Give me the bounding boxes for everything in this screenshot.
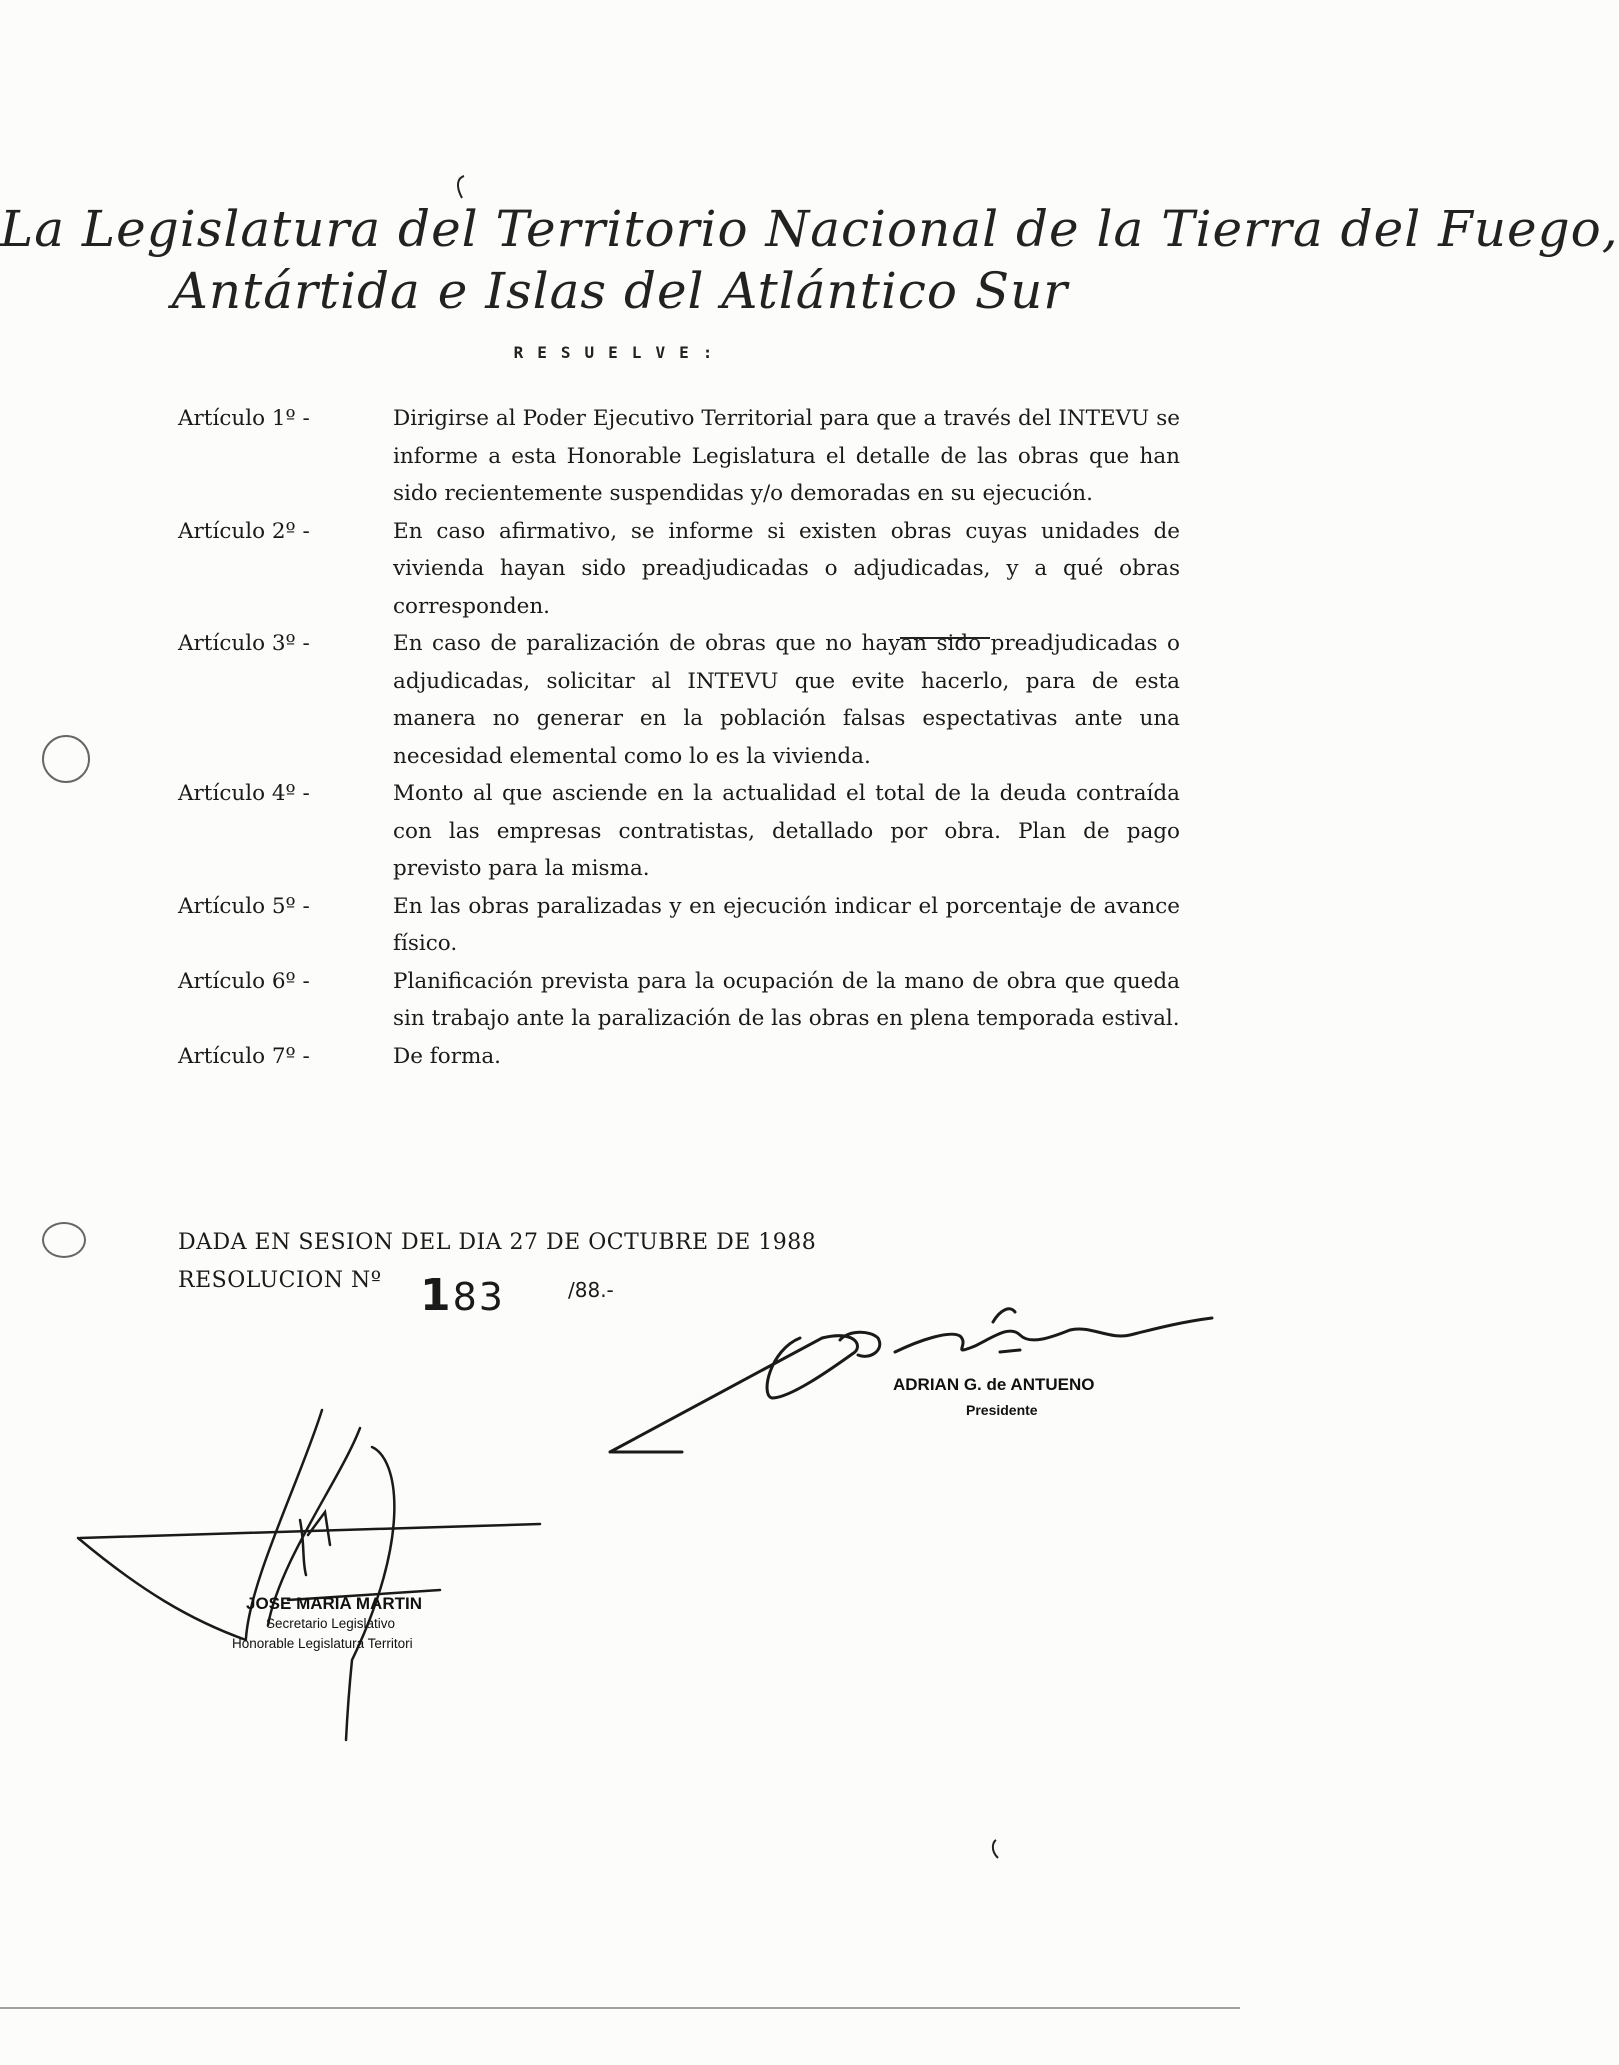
president-name: ADRIAN G. de ANTUENO [893,1375,1095,1394]
punch-hole-icon [42,735,90,783]
resolution-label: RESOLUCION Nº [178,1268,382,1293]
article-label: Artículo 5º - [178,893,310,919]
article-text: En caso de paralización de obras que no hayan sido preadjudicadas o adjudicadas, solicitar al INTEVU que evite hacerlo, para de esta manera no generar en la población falsas espectativas ante una necesidad elemental como lo es la vivienda. [393,631,1180,769]
article-text: De forma. [393,1043,502,1069]
letterhead-line-1: La Legislatura del Territorio Nacional de la Tierra del Fuego, [0,200,1619,258]
secretary-signature-icon [78,1410,540,1740]
article-label: Artículo 3º - [178,631,310,656]
article-label: Artículo 4º - [178,781,310,806]
letterhead-line-2: Antártida e Islas del Atlántico Sur [171,262,1069,320]
resolution-number-rest: 83 [452,1275,505,1319]
article-text: Monto al que asciende en la actualidad el total de la deuda contraída con las empresas contratistas, detallado por obra. Plan de pago previsto para la misma. [393,781,1180,881]
article-text: En caso afirmativo, se informe si existen obras cuyas unidades de vivienda hayan sido preadjudicadas o adjudicadas, y a qué obras corresponden. [393,518,1180,619]
article-label: Artículo 1º - [178,406,310,431]
president-title: Presidente [966,1402,1038,1418]
article-text: Dirigirse al Poder Ejecutivo Territorial para que a través del INTEVU se informe a esta Honorable Legislatura el detalle de las obras que han sido recientemente suspendidas y/o demoradas en su ejecución. [393,406,1180,506]
article-label: Artículo 6º - [178,968,310,994]
article-text: Planificación prevista para la ocupación de la mano de obra que queda sin trabajo ante la paralización de las obras en plena temporada estival. [393,968,1180,1031]
session-date-line: DADA EN SESION DEL DIA 27 DE OCTUBRE DE 1988 [178,1230,817,1255]
secretary-name: JOSE MARIA MARTIN [246,1594,422,1613]
secretary-organization: Honorable Legislatura Territori [232,1636,413,1651]
secretary-title: Secretario Legislativo [266,1616,396,1631]
article-text: En las obras paralizadas y en ejecución indicar el porcentaje de avance físico. [393,893,1180,956]
resolution-year-suffix: /88.- [568,1278,614,1302]
article-label: Artículo 2º - [178,518,310,544]
punch-hole-icon [42,1222,86,1258]
scan-marks [0,176,1619,2008]
article-label: Artículo 7º - [178,1043,310,1069]
resuelve-heading: RESUELVE: [513,343,727,362]
resolution-number-first-digit: 1 [420,1270,453,1321]
